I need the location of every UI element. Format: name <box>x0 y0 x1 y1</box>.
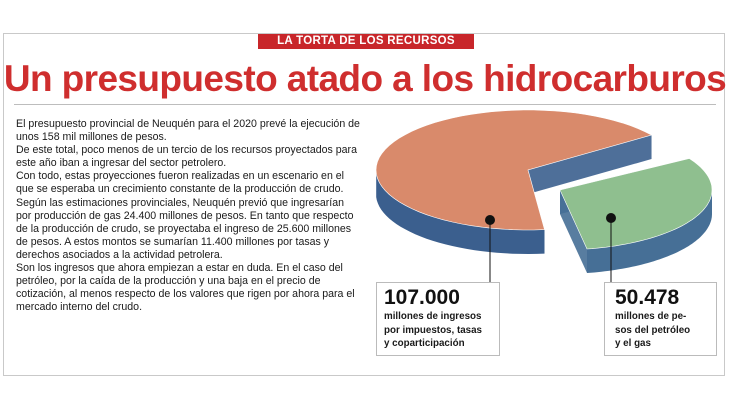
paragraph-5: Son los ingresos que ahora empiezan a estar en duda. En el caso del petróleo, por la caída de la producción y una baja en el precio de cotización, al menos respecto de los valores que rigen por ahora para el mercado interno del crudo. <box>16 262 355 314</box>
section-kicker: LA TORTA DE LOS RECURSOS <box>258 34 474 49</box>
callout-other-line-2: por impuestos, tasas <box>384 324 482 336</box>
callout-other-value: 107.000 <box>384 286 460 309</box>
pie-chart <box>360 104 720 284</box>
callout-oil-line-2: sos del petróleo <box>615 324 691 336</box>
article-body <box>16 118 362 314</box>
callout-oil-gas <box>604 282 717 356</box>
callout-oil-line-3: y el gas <box>615 338 651 349</box>
marker-other-dot <box>485 215 495 225</box>
paragraph-3: Con todo, estas proyecciones fueron realizadas en un escenario en el que se esperaba un crecimiento constante de la producción de crudo. <box>16 170 345 196</box>
callout-other-income <box>376 282 500 356</box>
marker-oil-dot <box>606 213 616 223</box>
headline: Un presupuesto atado a los hidrocarburos <box>3 58 727 99</box>
callout-oil-value: 50.478 <box>615 286 680 309</box>
paragraph-1: El presupuesto provincial de Neuquén para el 2020 prevé la ejecución de unos 158 mil millones de pesos. <box>16 118 360 144</box>
callout-other-line-1: millones de ingresos <box>384 311 482 322</box>
paragraph-2: De este total, poco menos de un tercio de los recursos proyectados para este año iban a ingresar del sector petrolero. <box>16 144 357 170</box>
callout-oil-line-1: millones de pe- <box>615 311 687 322</box>
paragraph-4: Según las estimaciones provinciales, Neuquén previó que ingresarían por producción de gas 24.400 millones de pesos. En tanto que respecto de la producción de crudo, se proyectaba el ingreso de 25.600 millones de pesos. A estos montos se sumarían 11.400 millones por tasas y derechos asociados a la actividad petrolera. <box>16 196 354 261</box>
callout-other-line-3: y coparticipación <box>384 338 465 349</box>
